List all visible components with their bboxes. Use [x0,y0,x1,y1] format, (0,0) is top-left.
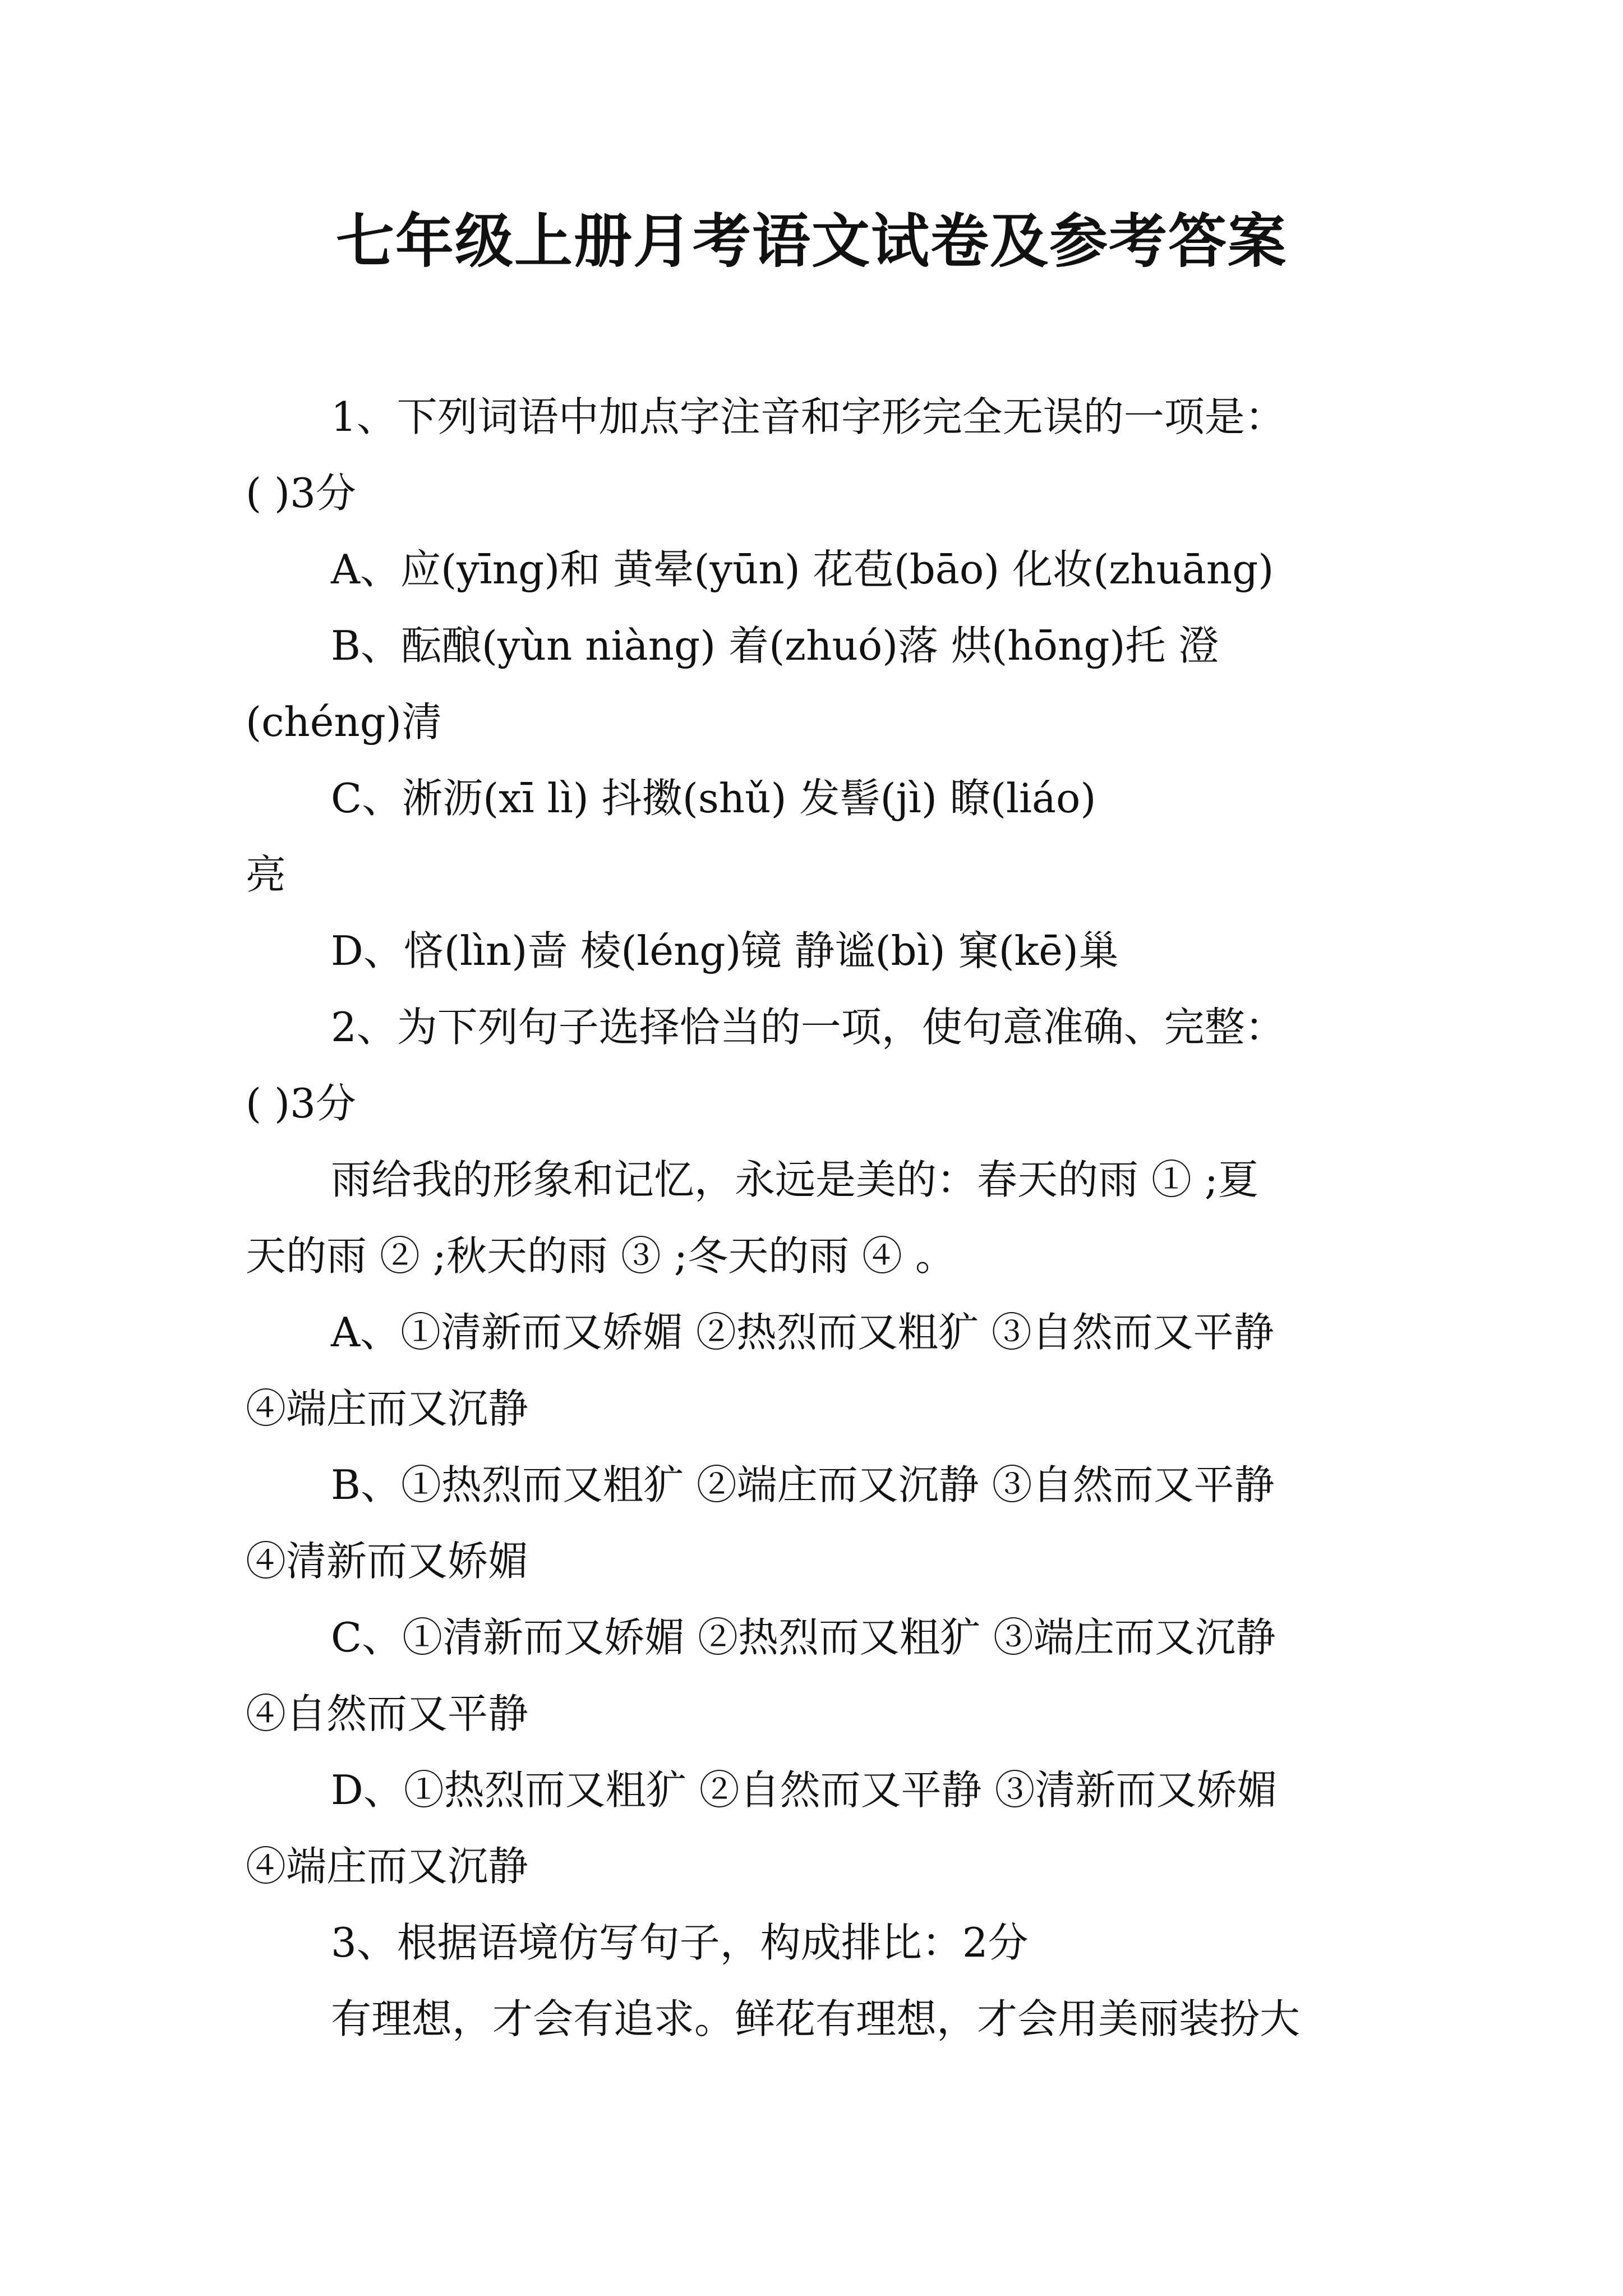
text-line: ④端庄而又沉静 [246,1843,529,1890]
document-body [246,379,1378,2057]
text-line: B、①热烈而又粗犷 ②端庄而又沉静 ③自然而又平静 [331,1461,1275,1508]
text-line: ④自然而又平静 [246,1690,529,1737]
text-line: C、淅沥(xī lì) 抖擞(shǔ) 发髻(jì) 瞭(liáo) [331,775,1096,822]
text-line: C、①清新而又娇媚 ②热烈而又粗犷 ③端庄而又沉静 [331,1614,1276,1661]
text-line: 2、为下列句子选择恰当的一项，使句意准确、完整： [331,1004,1285,1051]
text-line: 天的雨 ② ;秋天的雨 ③ ;冬天的雨 ④ 。 [246,1232,956,1280]
text-line: ④端庄而又沉静 [246,1385,529,1432]
text-line: 亮 [246,851,287,898]
text-line: ( )3分 [246,470,356,517]
document-title: 七年级上册月考语文试卷及参考答案 [335,206,1287,275]
text-line: 1、下列词语中加点字注音和字形完全无误的一项是： [331,393,1285,440]
text-line: 雨给我的形象和记忆，永远是美的：春天的雨 ① ;夏 [331,1156,1259,1203]
text-line: A、应(yīng)和 黄晕(yūn) 花苞(bāo) 化妆(zhuāng) [331,546,1274,593]
text-line: 3、根据语境仿写句子，构成排比：2分 [331,1919,1029,1966]
text-line: ④清新而又娇媚 [246,1538,529,1585]
text-line: D、①热烈而又粗犷 ②自然而又平静 ③清新而又娇媚 [331,1766,1278,1814]
text-line: ( )3分 [246,1080,356,1127]
text-line: 有理想，才会有追求。鲜花有理想，才会用美丽装扮大 [331,1995,1301,2042]
text-line: A、①清新而又娇媚 ②热烈而又粗犷 ③自然而又平静 [331,1309,1274,1356]
text-line: (chéng)清 [246,698,442,746]
text-line: D、悋(lìn)啬 棱(léng)镜 静谧(bì) 窠(kē)巢 [331,927,1119,974]
text-line: B、酝酿(yùn niàng) 着(zhuó)落 烘(hōng)托 澄 [331,622,1219,669]
